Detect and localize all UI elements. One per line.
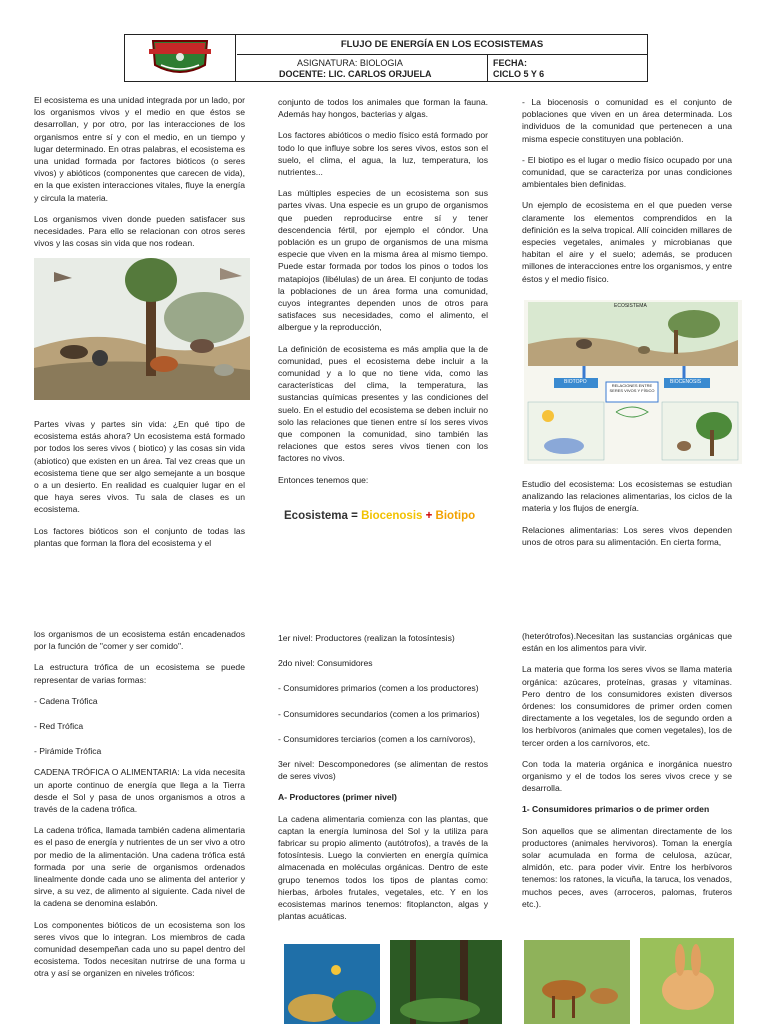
page1-column-3-continued [522, 478, 732, 557]
paragraph: La cadena alimentaria comienza con las plantas, que captan la energía luminosa del Sol y la utiliza para fabricar su propio alimento (autótrofos), a través de la fotosíntesis. Luego la convierten en energía química almacenada en moléculas orgánicas. Dentro de este grupo tenemos todos los tipos de plantas como: hierbas, árboles frutales, vegetales, etc. Y en los ecosistemas marinos tenemos: fitoplancton, algas y plantas acuáticas. [278, 813, 488, 922]
paragraph: Los factores bióticos son el conjunto de todas las plantas que forman la flora del ecosistema y el [34, 525, 245, 548]
coral-reef-image [284, 944, 380, 1024]
date-label: FECHA: [493, 58, 527, 68]
equation-sign: + [425, 510, 433, 522]
paragraph: Entonces tenemos que: [278, 474, 369, 485]
paragraph: La estructura trófica de un ecosistema se puede representar de varias formas: [34, 662, 245, 685]
paragraph: (heterótrofos).Necesitan las sustancias orgánicas que están en los alimentos para vivir. [522, 631, 732, 654]
paragraph: Un ejemplo de ecosistema en el que pueden verse claramente los elementos comprendidos en la definición es la selva tropical. Allí coinciden millares de especies vegetales, animales y microbianas que habitan el aire y el suelo; además, se producen millones de interacciones entre los organismos, y entre éstos y el medio físico. [522, 200, 732, 284]
header-table [124, 34, 648, 82]
equation-term: Ecosistema [284, 510, 348, 522]
equation-sign: = [351, 510, 358, 522]
paragraph: Los organismos viven donde pueden satisfacer sus necesidades. Para ello se relacionan con otros seres vivos y las cosas sin vida que nos rodean. [34, 213, 245, 249]
level-item: 3er nivel: Descomponedores (se alimentan de restos de seres vivos) [278, 759, 488, 782]
list-item: - Pirámide Trófica [34, 746, 102, 757]
section-heading: A- Productores (primer nivel) [278, 792, 397, 803]
paragraph: - La biocenosis o comunidad es el conjunto de poblaciones que viven en un área determinada. Los individuos de la comunidad que pertenecen a una misma especie constituyen una población. [522, 97, 732, 144]
page2-column-2 [278, 632, 488, 931]
forest-image [390, 940, 502, 1024]
level-item: - Consumidores secundarios (comen a los primarios) [278, 708, 480, 719]
paragraph: El ecosistema es una unidad integrada por un lado, por los organismos vivos y el medio en que éstos se desarrollan, y por otro, por las interacciones de los organismos entre sí y con el medio, en un tiempo y lugar determinado. En otras palabras, el ecosistema es una unidad formada por factores bióticos (o seres vivos) y abióticos (componentes que carecen de vida), en la que existen interacciones vitales, fluye la energía y circula la materia. [34, 95, 245, 203]
equation-term: Biocenosis [361, 510, 423, 522]
paragraph: Partes vivas y partes sin vida: ¿En qué tipo de ecosistema estás ahora? Un ecosistema está formado por todos los seres vivos ( biotico) y las cosas sin vida (abiotico) que existen en un área. Tal vez creas que un ecosistema tiene que ser algo semejante a un bosque o a un desierto. En realidad es cualquier lugar en el que haya seres vivos. Tu sala de clases es un ecosistema. [34, 419, 245, 515]
diagram-label: BIOCENOSIS [670, 379, 702, 385]
paragraph: Los factores abióticos o medio físico está formado por todo lo que influye sobre los seres vivos, estos son el suelo, el clima, el agua, la luz, temperatura, los nutrientes... [278, 130, 488, 178]
ecosystem-animals-image [34, 258, 250, 400]
document-title: FLUJO DE ENERGÍA EN LOS ECOSISTEMAS [237, 35, 647, 55]
cycle-label: CICLO 5 Y 6 [493, 69, 545, 79]
diagram-label: BIOTOPO [564, 379, 587, 385]
ecosystem-diagram [524, 300, 742, 464]
paragraph: Los componentes bióticos de un ecosistema son los seres vivos que lo integran. Los miembros de cada comunidad desempeñan cada uno su papel dentro del ecosistema. Todos necesitan nutrirse de una forma u otra y así se organizen en niveles tróficos: [34, 919, 245, 979]
teacher-label: DOCENTE: LIC. CARLOS ORJUELA [279, 69, 432, 79]
equation-term: Biotipo [435, 510, 476, 522]
page1-column-3 [522, 96, 732, 294]
subject-label: ASIGNATURA: BIOLOGIA [297, 58, 403, 68]
paragraph: CADENA TRÓFICA O ALIMENTARIA: La vida necesita un aporte continuo de energía que llega a la Tierra desde el Sol y pasa de unos organismos a otros a través de la cadena trófica. [34, 767, 245, 815]
level-item: - Consumidores terciarios (comen a los carnívoros), [278, 733, 476, 744]
paragraph: La definición de ecosistema es más amplia que la de comunidad, pues el ecosistema debe incluir a la comunidad y a lo que no tiene vida, como las características del clima, la temperatura, las sustancias químicas presentes y las condiciones del suelo. En el estudio del ecosistema se deben incluir no solo las relaciones que tienen entre sí los seres vivos que componen la comunidad, sino también las relaciones que estos seres vivos tienen con los factores no vivos. [278, 343, 488, 464]
deer-image [524, 940, 630, 1024]
page2-column-1 [34, 628, 245, 989]
paragraph: - El biotipo es el lugar o medio físico ocupado por una comunidad, que se caracteriza por unas condiciones ambientales bien definidas. [522, 154, 732, 190]
level-item: 2do nivel: Consumidores [278, 658, 373, 669]
level-item: - Consumidores primarios (comen a los productores) [278, 683, 479, 694]
ecosystem-equation [284, 508, 494, 524]
list-item: - Red Trófica [34, 721, 84, 732]
page1-column-2 [278, 96, 488, 495]
paragraph: Son aquellos que se alimentan directamente de los productores (animales hervivoros). Toman la energía solar acumulada en forma de celulosa, azúcar, almidón, etc. para poder vivir. Entre los herbívoros tenemos: los ratones, la vicuña, la taruca, los venados, muchos peces, aves (arroceros, palomas, fruteros etc.). [522, 825, 732, 909]
paragraph: Las múltiples especies de un ecosistema son sus partes vivas. Una especie es un grupo de organismos que pueden reproducirse entre sí y tener descendencia fértil, por ejemplo el cóndor. Una población es un grupo de organismos de una misma especie que viven en la misma área al mismo tiempo. Puede estar formada por todos los pinos o todos los matapiojos (libélulas) de un área. El conjunto de todas la poblaciones de un área forma una comunidad, cuyos integrantes dependen unos de otros para satisfaces sus necesidades, como el alimento, el albergue y la reproducción, [278, 188, 488, 333]
paragraph: La cadena trófica, llamada también cadena alimentaria es el paso de energía y nutrientes de un ser vivo a otro por medio de la alimentación. Una cadena trófica está formada por una serie de organismos ordenados linealmente donde cada uno se alimenta del anterior y sirve, a su vez, de alimento al siguiente. Cada nivel de la cadena se denomina eslabón. [34, 825, 245, 909]
page1-column-1-continued [34, 418, 245, 558]
page1-column-1 [34, 94, 245, 258]
paragraph: Con toda la materia orgánica e inorgánica nuestro organismo y el de todos los seres vivos crece y se desarrolla. [522, 758, 732, 794]
paragraph: conjunto de todos los animales que forman la fauna. Además hay hongos, bacterias y algas. [278, 97, 488, 120]
list-item: - Cadena Trófica [34, 695, 98, 706]
page2-column-3 [522, 630, 732, 919]
paragraph: Relaciones alimentarias: Los seres vivos dependen unos de otros para su alimentación. En cierta forma, [522, 524, 732, 547]
rabbit-image [640, 938, 734, 1024]
diagram-label: RELACIONES ENTRE SERES VIVOS Y FÍSICO [609, 383, 655, 393]
paragraph: La materia que forma los seres vivos se llama materia orgánica: azúcares, proteínas, grasas y vitaminas. Pero dentro de los consumidores existen diversos órdenes: los consumidores de primer orden comen directamente a los vegetales, los de segundo orden a los herbívoros (animales que comen vegetales), los de tercer orden a los carnívoros, etc. [522, 664, 732, 748]
paragraph: los organismos de un ecosistema están encadenados por la función de "comer y ser comido". [34, 629, 245, 652]
section-heading: 1- Consumidores primarios o de primer orden [522, 804, 710, 815]
diagram-label: ECOSISTEMA [614, 303, 647, 309]
paragraph: Estudio del ecosistema: Los ecosistemas se estudian analizando las relaciones alimentarias, los ciclos de la materia y los flujos de energía. [522, 479, 732, 514]
school-logo [125, 35, 236, 81]
level-item: 1er nivel: Productores (realizan la fotosíntesis) [278, 633, 455, 643]
